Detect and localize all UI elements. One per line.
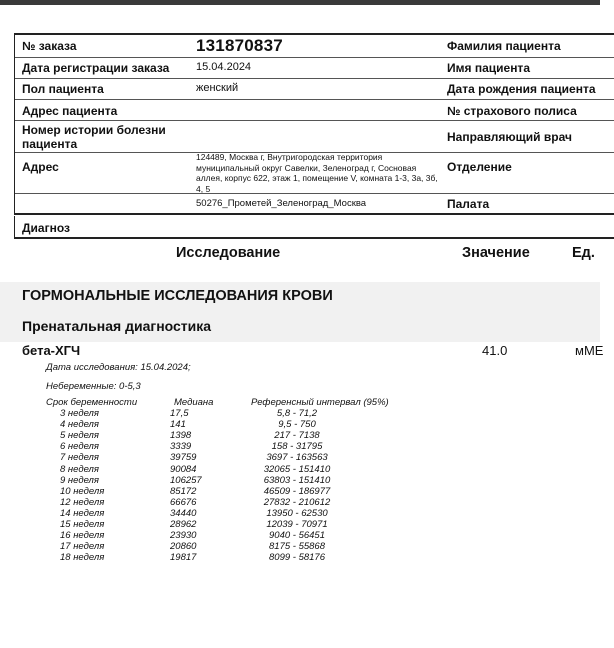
header-left-border [14, 33, 15, 214]
ref-median: 1398 [170, 430, 192, 442]
history-label: Номер истории болезни пациента [22, 123, 166, 151]
ref-interval: 13950 - 62530 [266, 507, 328, 519]
header-table-top-border [14, 33, 614, 35]
section-subtitle: Пренатальная диагностика [22, 318, 212, 334]
ref-interval: 9040 - 56451 [269, 530, 325, 542]
ref-term: 3 неделя [60, 408, 99, 420]
ref-median: 141 [170, 419, 186, 431]
order-label: № заказа [22, 39, 77, 53]
ref-term: 17 неделя [60, 541, 105, 553]
study-date: Дата исследования: 15.04.2024; [46, 362, 191, 373]
ref-term: 4 неделя [60, 419, 99, 431]
ref-median: 17,5 [170, 408, 189, 420]
ref-term: 7 неделя [60, 452, 99, 464]
row-divider [14, 78, 614, 79]
ref-median: 34440 [170, 507, 197, 519]
column-unit: Ед. [572, 245, 595, 261]
ref-interval: 8099 - 58176 [269, 552, 325, 564]
header-table-bottom-border [14, 237, 614, 239]
ref-header-interval: Референсный интервал (95%) [251, 397, 389, 408]
row-divider-thick [14, 213, 614, 215]
ref-interval: 158 - 31795 [271, 441, 323, 453]
name-label: Имя пациента [447, 61, 530, 75]
ref-median: 39759 [170, 452, 197, 464]
doctor-label: Направляющий врач [447, 130, 572, 144]
row-divider [14, 99, 614, 100]
ward-label: Палата [447, 197, 490, 211]
ref-term: 14 неделя [60, 507, 105, 519]
ref-interval: 46509 - 186977 [263, 485, 331, 497]
row-divider [14, 120, 614, 121]
row-divider [14, 57, 614, 58]
reg-date-label: Дата регистрации заказа [22, 61, 170, 75]
ref-interval: 32065 - 151410 [263, 463, 331, 475]
ref-median: 90084 [170, 463, 197, 475]
ref-interval: 3697 - 163563 [266, 452, 328, 464]
address-value: 124489, Москва г, Внутригородская территория муниципальный округ Савелки, Зеленоград г, Сосновая аллея, корпус 622, этаж 1, помещение V, комната 1-3, 3а, 3б, 4, 5 [196, 152, 438, 194]
ref-median: 66676 [170, 496, 197, 508]
section-title: ГОРМОНАЛЬНЫЕ ИССЛЕДОВАНИЯ КРОВИ [22, 288, 333, 304]
ref-interval: 63803 - 151410 [263, 474, 331, 486]
ref-median: 23930 [170, 530, 197, 542]
nonpregnant-reference: Небеременные: 0-5,3 [46, 381, 141, 392]
birth-date-label: Дата рождения пациента [447, 82, 596, 96]
ref-term: 10 неделя [60, 485, 105, 497]
test-value: 41.0 [482, 343, 508, 358]
surname-label: Фамилия пациента [447, 39, 561, 53]
diagnosis-label: Диагноз [22, 221, 70, 235]
address-label: Адрес [22, 160, 59, 174]
ref-term: 15 неделя [60, 519, 105, 531]
ref-header-term: Срок беременности [46, 397, 138, 408]
department-label: Отделение [447, 160, 512, 174]
ref-term: 12 неделя [60, 496, 105, 508]
order-number: 131870837 [196, 36, 283, 55]
ref-median: 106257 [170, 474, 202, 486]
patient-address-label: Адрес пациента [22, 104, 118, 118]
column-value: Значение [462, 245, 530, 261]
insurance-label: № страхового полиса [447, 104, 577, 118]
reg-date-value: 15.04.2024 [196, 61, 252, 73]
ref-interval: 27832 - 210612 [263, 496, 331, 508]
ref-term: 6 неделя [60, 441, 99, 453]
ref-term: 9 неделя [60, 474, 99, 486]
ref-interval: 5,8 - 71,2 [276, 408, 318, 420]
test-name: бета-ХГЧ [22, 343, 81, 358]
ref-interval: 217 - 7138 [274, 430, 320, 442]
branch-value: 50276_Прометей_Зеленоград_Москва [196, 198, 367, 209]
ref-interval: 8175 - 55868 [269, 541, 325, 553]
ref-term: 18 неделя [60, 552, 105, 564]
ref-header-median: Медиана [174, 397, 214, 408]
diagnosis-left-border [14, 216, 15, 238]
ref-interval: 12039 - 70971 [266, 519, 328, 531]
top-dark-bar [0, 0, 600, 5]
ref-median: 85172 [170, 485, 197, 497]
ref-term: 16 неделя [60, 530, 105, 542]
test-unit: мМЕ [575, 343, 604, 358]
ref-term: 5 неделя [60, 430, 99, 442]
ref-term: 8 неделя [60, 463, 99, 475]
ref-median: 19817 [170, 552, 197, 564]
ref-median: 28962 [170, 519, 197, 531]
sex-label: Пол пациента [22, 82, 104, 96]
column-study: Исследование [176, 245, 281, 261]
ref-median: 20860 [170, 541, 197, 553]
ref-median: 3339 [170, 441, 192, 453]
ref-interval: 9,5 - 750 [278, 419, 316, 431]
sex-value: женский [196, 82, 239, 94]
